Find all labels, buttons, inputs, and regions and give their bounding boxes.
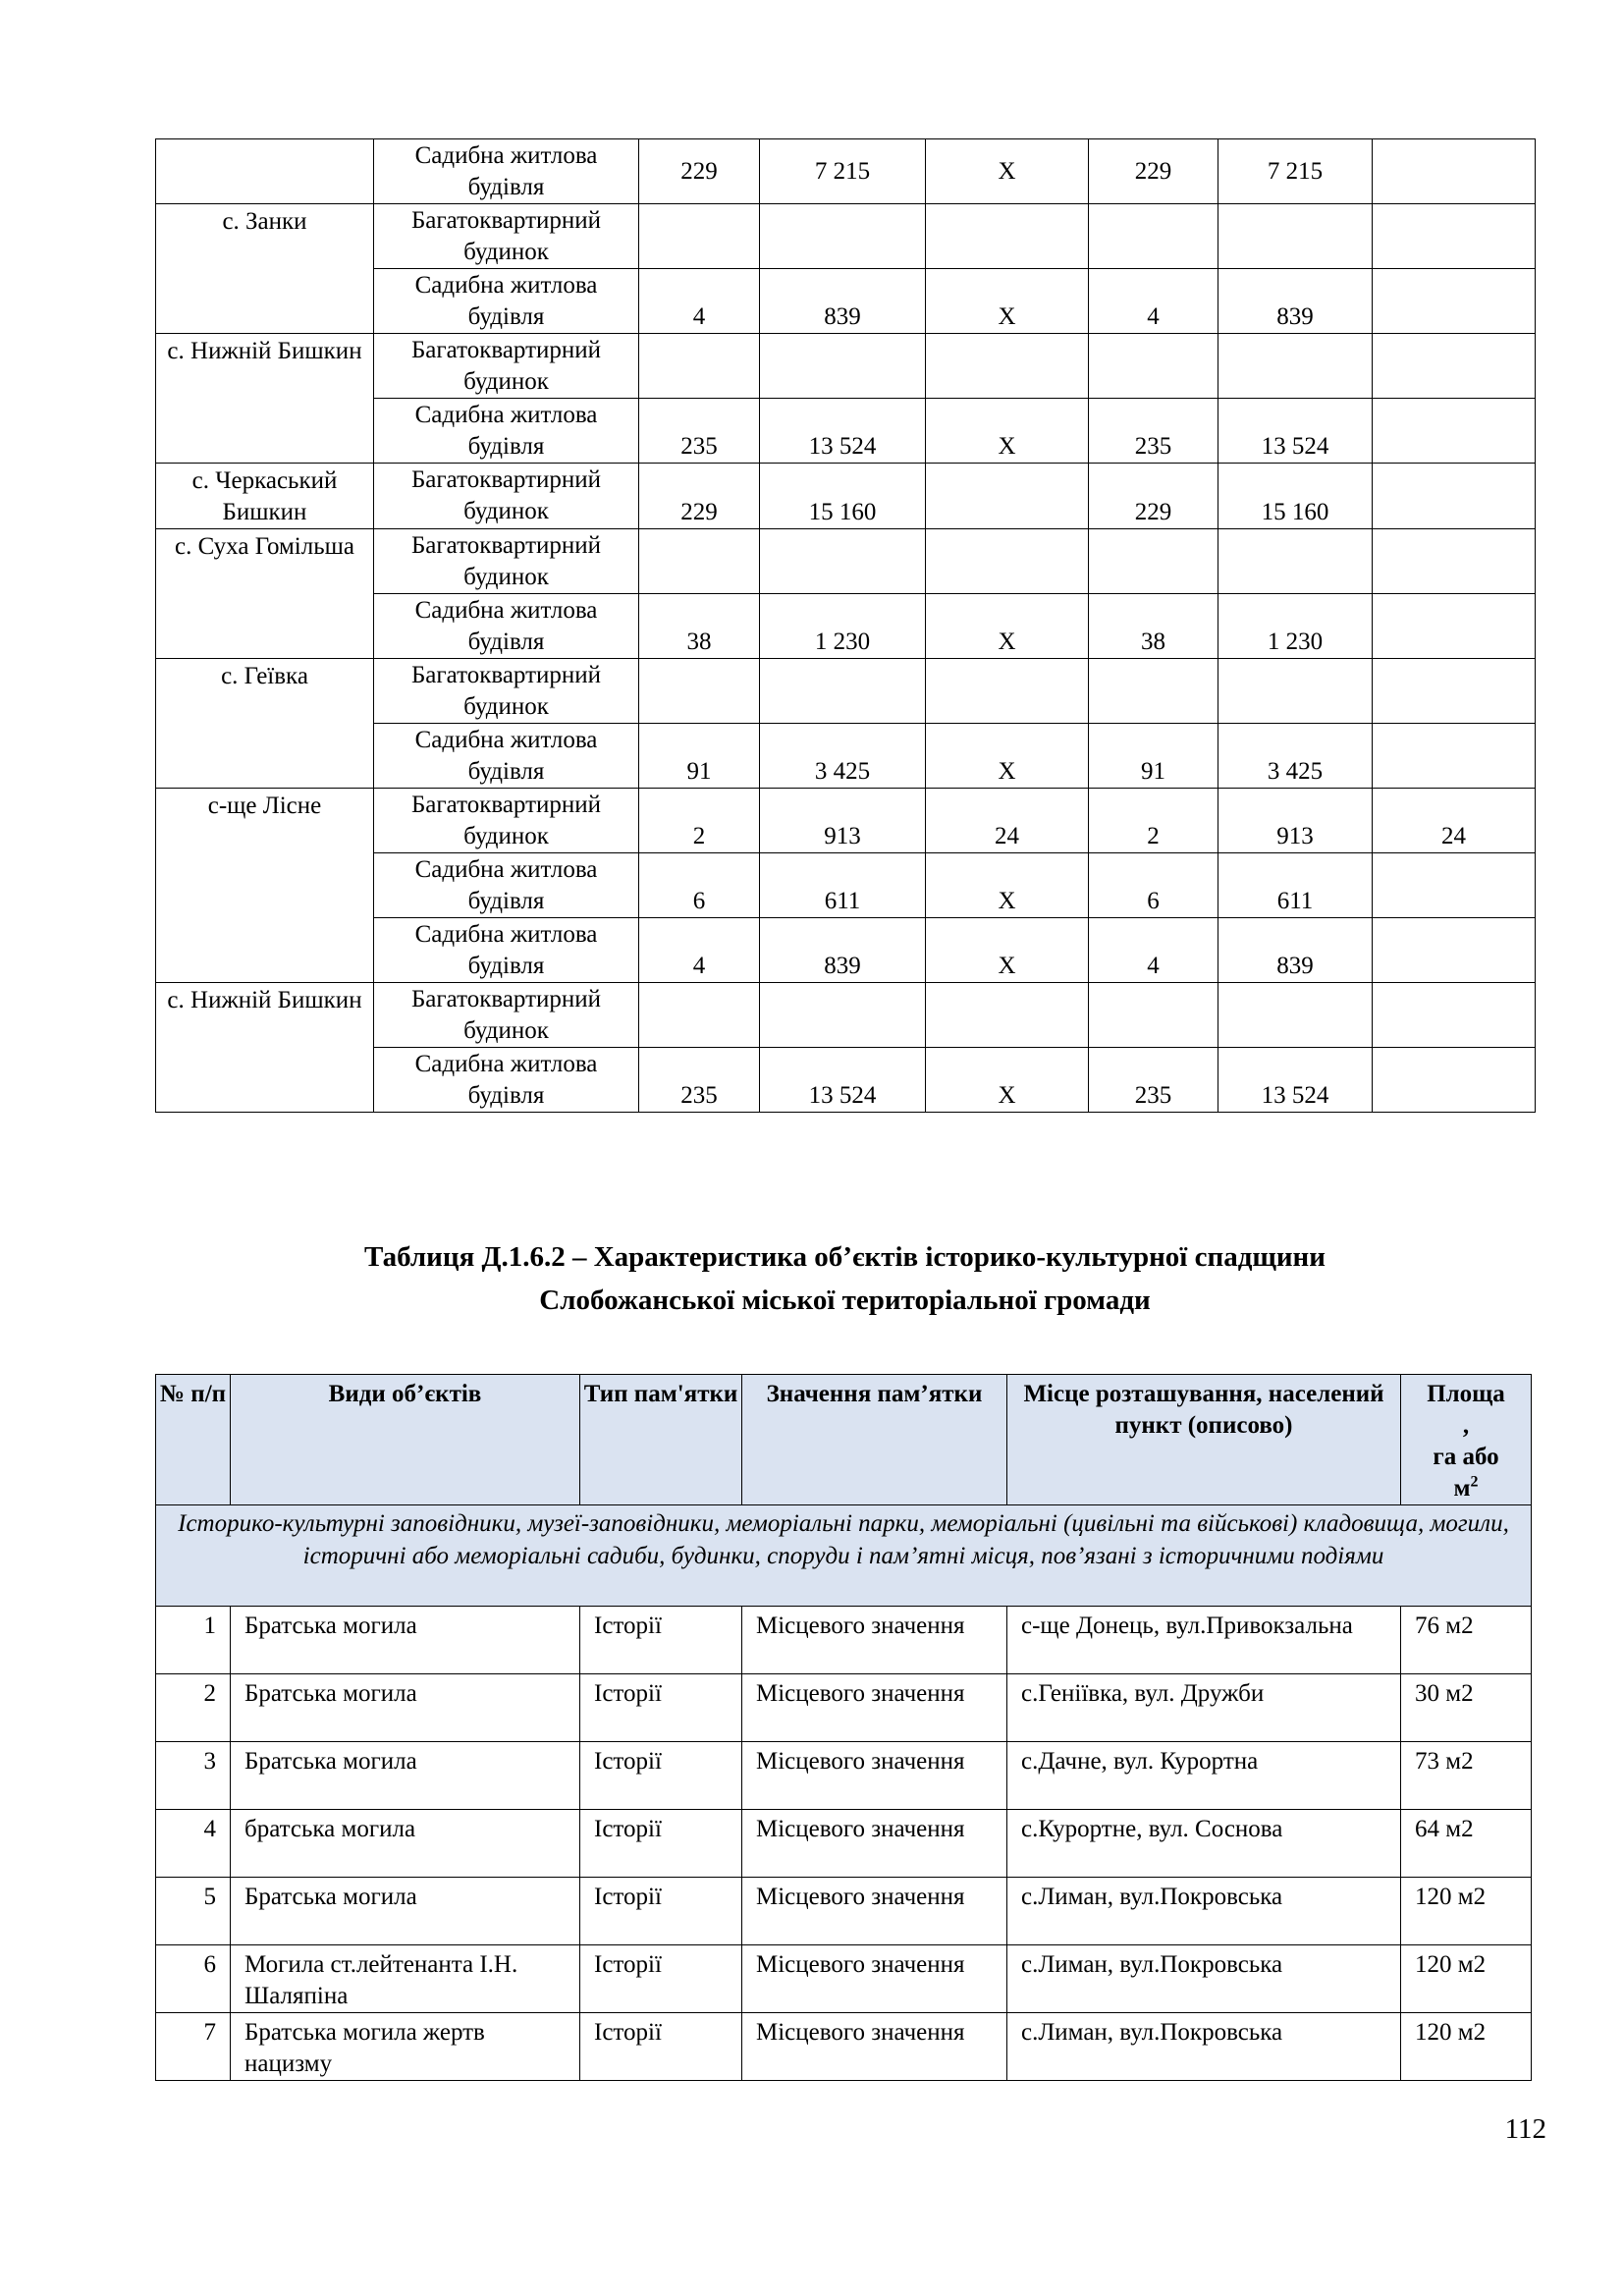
- header-area-line-3: га або: [1433, 1444, 1499, 1470]
- building-type-cell: Садибна житлова будівля: [374, 853, 639, 918]
- table-row: [156, 1742, 1532, 1810]
- monument-area: 64 м2: [1401, 1810, 1532, 1878]
- building-type-cell: Багатоквартирний будинок: [374, 334, 639, 399]
- value-cell: 913: [1218, 789, 1373, 853]
- value-cell: [639, 659, 760, 724]
- value-cell: 91: [639, 724, 760, 789]
- monument-significance: Місцевого значення: [742, 1607, 1007, 1674]
- value-cell: 13 524: [760, 1048, 926, 1113]
- value-cell: 235: [1089, 1048, 1218, 1113]
- building-type-cell: Багатоквартирний будинок: [374, 464, 639, 529]
- value-cell: 91: [1089, 724, 1218, 789]
- value-cell: [926, 983, 1089, 1048]
- building-type-cell: Садибна житлова будівля: [374, 399, 639, 464]
- value-cell: 6: [639, 853, 760, 918]
- value-cell: [1373, 594, 1536, 659]
- value-cell: 6: [1089, 853, 1218, 918]
- value-cell: [1373, 1048, 1536, 1113]
- value-cell: 7 215: [1218, 139, 1373, 204]
- value-cell: [639, 204, 760, 269]
- object-kind: Братська могила: [231, 1674, 580, 1742]
- heritage-table-body: [156, 1505, 1532, 2081]
- value-cell: [1373, 529, 1536, 594]
- settlement-cell: с-ще Лісне: [156, 789, 374, 983]
- value-cell: 13 524: [760, 399, 926, 464]
- value-cell: Х: [926, 594, 1089, 659]
- monument-location: с.Лиман, вул.Покровська: [1007, 2013, 1401, 2081]
- value-cell: 15 160: [760, 464, 926, 529]
- monument-significance: Місцевого значення: [742, 2013, 1007, 2081]
- housing-table: [155, 138, 1536, 1113]
- settlement-cell: [156, 139, 374, 204]
- header-area-unit: м: [1453, 1475, 1471, 1502]
- monument-location: с.Лиман, вул.Покровська: [1007, 1878, 1401, 1945]
- housing-table-body: [156, 139, 1536, 1113]
- value-cell: [1089, 659, 1218, 724]
- table-row: [156, 1945, 1532, 2013]
- value-cell: 235: [639, 399, 760, 464]
- value-cell: 611: [1218, 853, 1373, 918]
- table-row: [156, 139, 1536, 204]
- value-cell: Х: [926, 918, 1089, 983]
- building-type-cell: Багатоквартирний будинок: [374, 204, 639, 269]
- header-number: № п/п: [156, 1375, 231, 1505]
- value-cell: 38: [1089, 594, 1218, 659]
- value-cell: 4: [639, 269, 760, 334]
- object-kind: Могила ст.лейтенанта І.Н. Шаляпіна: [231, 1945, 580, 2013]
- building-type-cell: Садибна житлова будівля: [374, 918, 639, 983]
- value-cell: [1373, 334, 1536, 399]
- value-cell: 2: [639, 789, 760, 853]
- monument-location: с.Лиман, вул.Покровська: [1007, 1945, 1401, 2013]
- table-row: [156, 659, 1536, 724]
- table-row: [156, 529, 1536, 594]
- value-cell: 15 160: [1218, 464, 1373, 529]
- value-cell: 13 524: [1218, 399, 1373, 464]
- value-cell: [760, 659, 926, 724]
- monument-type: Історії: [580, 1607, 742, 1674]
- value-cell: Х: [926, 1048, 1089, 1113]
- value-cell: [1373, 139, 1536, 204]
- value-cell: [639, 529, 760, 594]
- value-cell: 839: [1218, 269, 1373, 334]
- row-number: 5: [156, 1878, 231, 1945]
- building-type-cell: Багатоквартирний будинок: [374, 789, 639, 853]
- value-cell: 4: [1089, 269, 1218, 334]
- value-cell: 7 215: [760, 139, 926, 204]
- value-cell: [926, 334, 1089, 399]
- row-number: 1: [156, 1607, 231, 1674]
- monument-location: с.Курортне, вул. Соснова: [1007, 1810, 1401, 1878]
- value-cell: [1089, 334, 1218, 399]
- monument-location: с.Геніївка, вул. Дружби: [1007, 1674, 1401, 1742]
- value-cell: [1373, 724, 1536, 789]
- value-cell: 229: [1089, 464, 1218, 529]
- object-kind: братська могила: [231, 1810, 580, 1878]
- object-kind: Братська могила: [231, 1742, 580, 1810]
- value-cell: 229: [1089, 139, 1218, 204]
- monument-significance: Місцевого значення: [742, 1945, 1007, 2013]
- value-cell: Х: [926, 139, 1089, 204]
- value-cell: 3 425: [760, 724, 926, 789]
- monument-area: 120 м2: [1401, 1878, 1532, 1945]
- object-kind: Братська могила: [231, 1878, 580, 1945]
- caption-line-2: Слобожанської міської територіальної громади: [539, 1285, 1151, 1316]
- value-cell: [1373, 399, 1536, 464]
- header-area-exponent: 2: [1470, 1473, 1479, 1491]
- settlement-cell: с. Геївка: [156, 659, 374, 789]
- monument-area: 76 м2: [1401, 1607, 1532, 1674]
- row-number: 6: [156, 1945, 231, 2013]
- header-area: [1401, 1375, 1532, 1505]
- header-type: Тип пам'ятки: [580, 1375, 742, 1505]
- group-row: [156, 1505, 1532, 1607]
- value-cell: [1373, 269, 1536, 334]
- building-type-cell: Садибна житлова будівля: [374, 724, 639, 789]
- table-row: [156, 983, 1536, 1048]
- value-cell: 3 425: [1218, 724, 1373, 789]
- value-cell: [1218, 204, 1373, 269]
- table-row: [156, 2013, 1532, 2081]
- header-kind: Види об’єктів: [231, 1375, 580, 1505]
- value-cell: 229: [639, 139, 760, 204]
- row-number: 3: [156, 1742, 231, 1810]
- value-cell: [760, 204, 926, 269]
- value-cell: [1089, 529, 1218, 594]
- header-area-line-4: [1401, 1473, 1531, 1504]
- value-cell: 839: [760, 269, 926, 334]
- value-cell: [926, 529, 1089, 594]
- value-cell: [639, 334, 760, 399]
- table-row: [156, 1607, 1532, 1674]
- object-kind: Братська могила жертв нацизму: [231, 2013, 580, 2081]
- building-type-cell: Садибна житлова будівля: [374, 269, 639, 334]
- settlement-cell: с. Занки: [156, 204, 374, 334]
- monument-type: Історії: [580, 1742, 742, 1810]
- value-cell: [760, 529, 926, 594]
- monument-significance: Місцевого значення: [742, 1742, 1007, 1810]
- table-row: [156, 1674, 1532, 1742]
- monument-type: Історії: [580, 1945, 742, 2013]
- table-caption: [155, 1235, 1535, 1322]
- value-cell: [926, 659, 1089, 724]
- value-cell: 611: [760, 853, 926, 918]
- value-cell: [1373, 853, 1536, 918]
- value-cell: Х: [926, 399, 1089, 464]
- value-cell: [1373, 204, 1536, 269]
- header-significance: Значення пам’ятки: [742, 1375, 1007, 1505]
- page-number: 112: [1504, 2113, 1546, 2145]
- monument-area: 120 м2: [1401, 2013, 1532, 2081]
- row-number: 7: [156, 2013, 231, 2081]
- monument-type: Історії: [580, 1878, 742, 1945]
- value-cell: [1373, 983, 1536, 1048]
- monument-location: с.Дачне, вул. Курортна: [1007, 1742, 1401, 1810]
- value-cell: Х: [926, 853, 1089, 918]
- building-type-cell: Багатоквартирний будинок: [374, 529, 639, 594]
- building-type-cell: Садибна житлова будівля: [374, 594, 639, 659]
- value-cell: Х: [926, 724, 1089, 789]
- building-type-cell: Багатоквартирний будинок: [374, 983, 639, 1048]
- value-cell: 24: [1373, 789, 1536, 853]
- value-cell: 2: [1089, 789, 1218, 853]
- monument-area: 30 м2: [1401, 1674, 1532, 1742]
- value-cell: 839: [1218, 918, 1373, 983]
- value-cell: [1373, 918, 1536, 983]
- value-cell: 13 524: [1218, 1048, 1373, 1113]
- value-cell: 38: [639, 594, 760, 659]
- value-cell: [760, 334, 926, 399]
- value-cell: 235: [639, 1048, 760, 1113]
- value-cell: [1373, 464, 1536, 529]
- header-row: [156, 1375, 1532, 1505]
- value-cell: 235: [1089, 399, 1218, 464]
- table-row: [156, 204, 1536, 269]
- monument-location: с-ще Донець, вул.Привокзальна: [1007, 1607, 1401, 1674]
- caption-line-1: Таблиця Д.1.6.2 – Характеристика об’єктів історико-культурної спадщини: [364, 1241, 1326, 1273]
- object-kind: Братська могила: [231, 1607, 580, 1674]
- monument-significance: Місцевого значення: [742, 1810, 1007, 1878]
- monument-type: Історії: [580, 1674, 742, 1742]
- value-cell: [760, 983, 926, 1048]
- row-number: 2: [156, 1674, 231, 1742]
- table-row: [156, 1878, 1532, 1945]
- header-location: Місце розташування, населений пункт (описово): [1007, 1375, 1401, 1505]
- value-cell: Х: [926, 269, 1089, 334]
- table-row: [156, 334, 1536, 399]
- monument-significance: Місцевого значення: [742, 1674, 1007, 1742]
- value-cell: [1218, 983, 1373, 1048]
- monument-type: Історії: [580, 2013, 742, 2081]
- table-row: [156, 464, 1536, 529]
- value-cell: [926, 464, 1089, 529]
- value-cell: [1218, 659, 1373, 724]
- value-cell: 1 230: [760, 594, 926, 659]
- value-cell: [926, 204, 1089, 269]
- settlement-cell: с. Черкаський Бишкин: [156, 464, 374, 529]
- monument-area: 120 м2: [1401, 1945, 1532, 2013]
- value-cell: [639, 983, 760, 1048]
- value-cell: 1 230: [1218, 594, 1373, 659]
- header-area-line-1: Площа: [1427, 1381, 1505, 1407]
- value-cell: [1089, 983, 1218, 1048]
- value-cell: 229: [639, 464, 760, 529]
- value-cell: 4: [639, 918, 760, 983]
- table-row: [156, 789, 1536, 853]
- value-cell: [1089, 204, 1218, 269]
- settlement-cell: с. Нижній Бишкин: [156, 334, 374, 464]
- group-heading: Історико-культурні заповідники, музеї-заповідники, меморіальні парки, меморіальні (цивільні та військові) кладовища, могили, історичні або меморіальні садиби, будинки, споруди і пам’ятні місця, пов’язані з історичними подіями: [156, 1505, 1532, 1607]
- value-cell: [1218, 529, 1373, 594]
- value-cell: 839: [760, 918, 926, 983]
- value-cell: [1218, 334, 1373, 399]
- building-type-cell: Багатоквартирний будинок: [374, 659, 639, 724]
- heritage-table-header: [156, 1375, 1532, 1505]
- monument-significance: Місцевого значення: [742, 1878, 1007, 1945]
- settlement-cell: с. Нижній Бишкин: [156, 983, 374, 1113]
- row-number: 4: [156, 1810, 231, 1878]
- building-type-cell: Садибна житлова будівля: [374, 139, 639, 204]
- value-cell: 4: [1089, 918, 1218, 983]
- building-type-cell: Садибна житлова будівля: [374, 1048, 639, 1113]
- header-area-line-2: ,: [1462, 1412, 1470, 1439]
- value-cell: [1373, 659, 1536, 724]
- settlement-cell: с. Суха Гомільша: [156, 529, 374, 659]
- monument-area: 73 м2: [1401, 1742, 1532, 1810]
- value-cell: 913: [760, 789, 926, 853]
- heritage-table: [155, 1374, 1532, 2081]
- monument-type: Історії: [580, 1810, 742, 1878]
- value-cell: 24: [926, 789, 1089, 853]
- table-row: [156, 1810, 1532, 1878]
